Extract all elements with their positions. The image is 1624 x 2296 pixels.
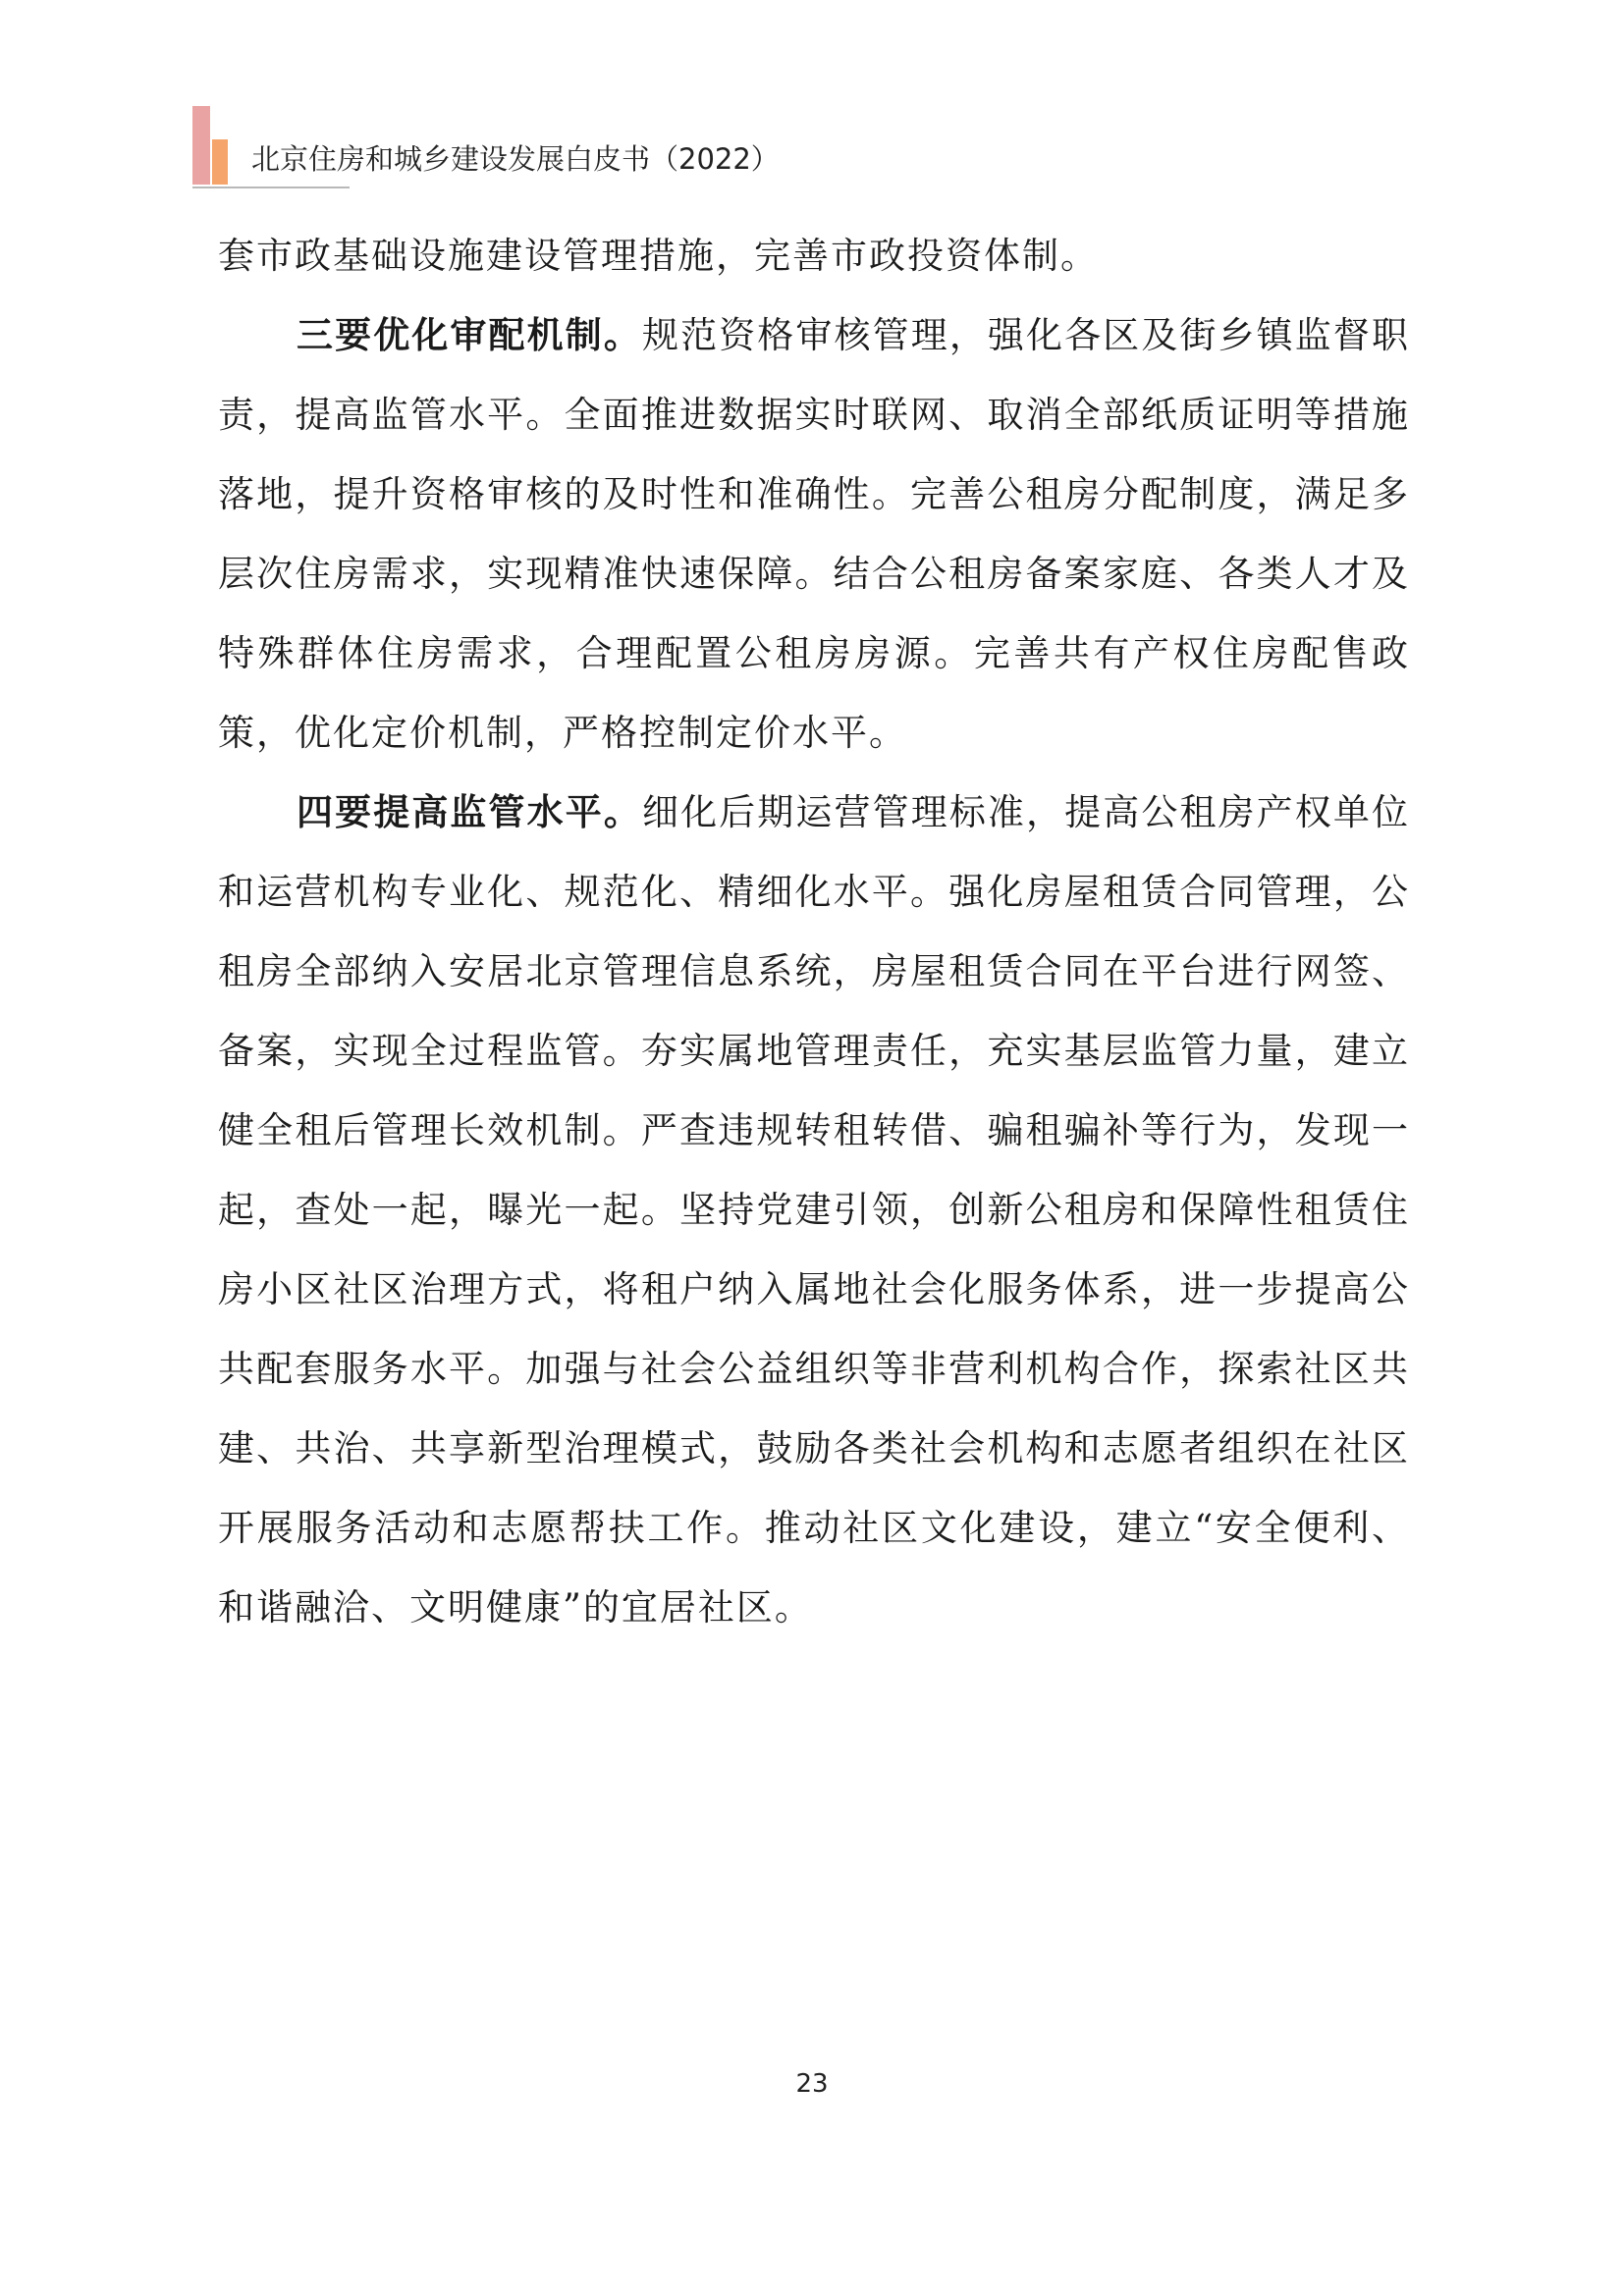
page-header [192, 106, 782, 188]
header-divider [192, 187, 350, 188]
header-accent-bar-orange [212, 139, 228, 185]
paragraph-allocation-mechanism [218, 295, 1410, 773]
body-text [218, 216, 1410, 1647]
page-number: 23 [795, 2069, 829, 2099]
paragraph-lead: 三要优化审配机制。 [297, 314, 642, 356]
paragraph-text: 套市政基础设施建设管理措施，完善市政投资体制。 [218, 235, 1099, 277]
paragraph-text: 规范资格审核管理，强化各区及街乡镇监督职责，提高监管水平。全面推进数据实时联网、取消全部纸质证明等措施落地，提升资格审核的及时性和准确性。完善公租房分配制度，满足多层次住房需求，实现精准快速保障。结合公租房备案家庭、各类人才及特殊群体住房需求，合理配置公租房房源。完善共有产权住房配售政策，优化定价机制，严格控制定价水平。 [218, 314, 1411, 754]
header-accent-bar-pink [192, 106, 210, 185]
paragraph-text: 细化后期运营管理标准，提高公租房产权单位和运营机构专业化、规范化、精细化水平。强化房屋租赁合同管理，公租房全部纳入安居北京管理信息系统，房屋租赁合同在平台进行网签、备案，实现全过程监管。夯实属地管理责任，充实基层监管力量，建立健全租后管理长效机制。严查违规转租转借、骗租骗补等行为，发现一起，查处一起，曝光一起。坚持党建引领，创新公租房和保障性租赁住房小区社区治理方式，将租户纳入属地社会化服务体系，进一步提高公共配套服务水平。加强与社会公益组织等非营利机构合作，探索社区共建、共治、共享新型治理模式，鼓励各类社会机构和志愿者组织在社区开展服务活动和志愿帮扶工作。推动社区文化建设，建立“安全便利、和谐融洽、文明健康”的宜居社区。 [218, 791, 1411, 1629]
paragraph-continuation [218, 216, 1410, 295]
paragraph-lead: 四要提高监管水平。 [297, 791, 642, 833]
document-title: 北京住房和城乡建设发展白皮书（2022） [251, 142, 780, 176]
paragraph-supervision-level [218, 773, 1410, 1647]
